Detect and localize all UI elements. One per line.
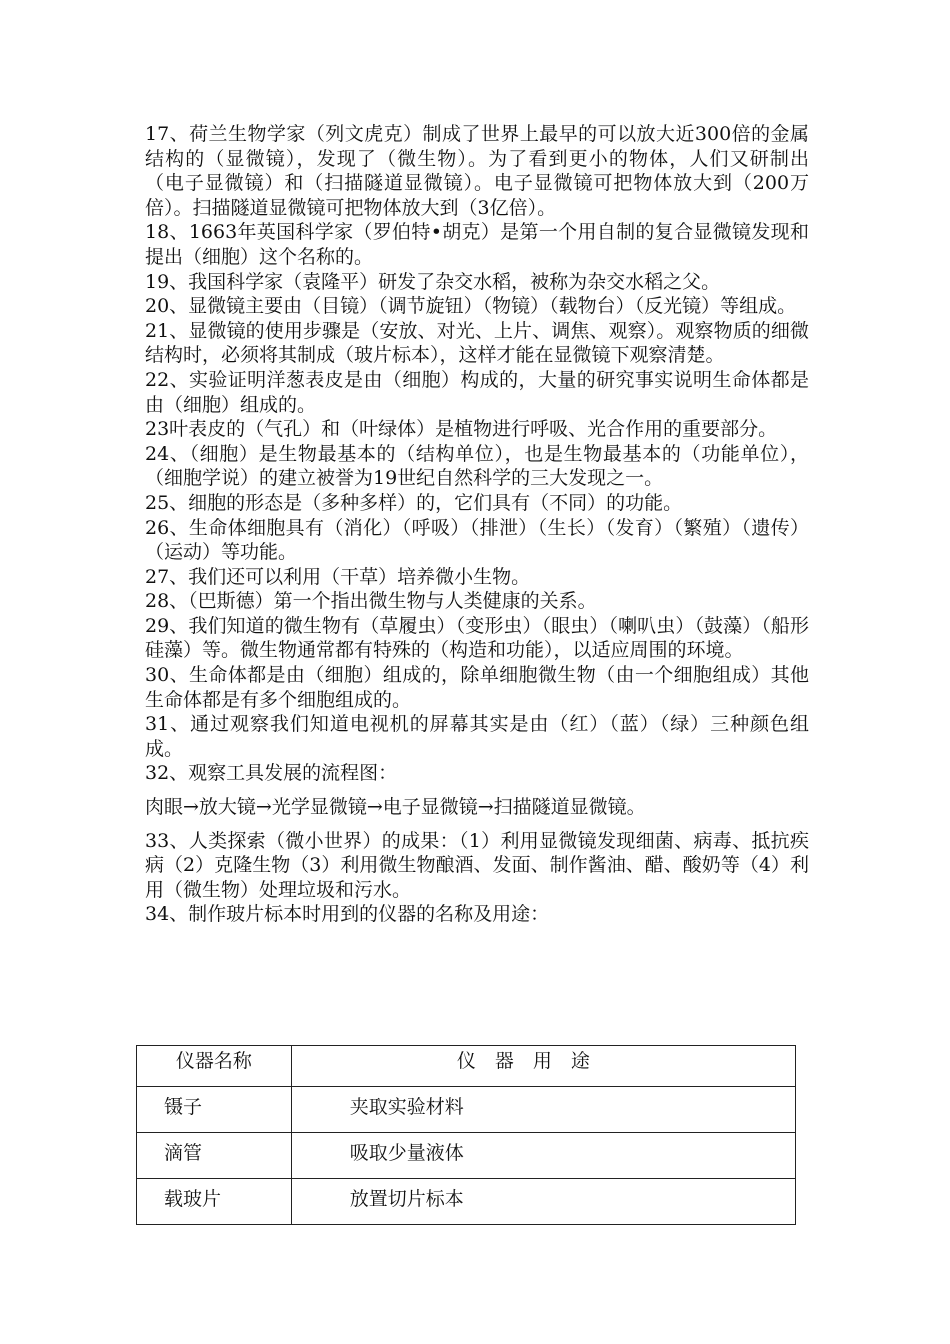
paragraph-19: 19、我国科学家（袁隆平）研发了杂交水稻，被称为杂交水稻之父。 xyxy=(145,270,721,293)
paragraph-34: 34、制作玻片标本时用到的仪器的名称及用途： xyxy=(145,903,550,926)
paragraph-23: 23叶表皮的（气孔）和（叶绿体）是植物进行呼吸、光合作用的重要部分。 xyxy=(145,418,778,441)
table-header-row xyxy=(137,1046,796,1087)
table-row xyxy=(137,1087,796,1133)
instrument-table xyxy=(136,1045,796,1225)
paragraph-21: 21、显微镜的使用步骤是（安放、对光、上片、调焦、观察）。观察物质的细微结构时，必须将其制成（玻片标本），这样才能在显微镜下观察清楚。 xyxy=(145,319,809,367)
table-row xyxy=(137,1179,796,1225)
paragraph-26: 26、生命体细胞具有（消化）（呼吸）（排泄）（生长）（发育）（繁殖）（遗传）（运动）等功能。 xyxy=(145,516,809,564)
instrument-use-cell: 放置切片标本 xyxy=(291,1179,795,1225)
paragraph-24: 24、（细胞）是生物最基本的（结构单位），也是生物最基本的（功能单位），（细胞学说）的建立被誉为19世纪自然科学的三大发现之一。 xyxy=(145,442,809,490)
paragraph-30: 30、生命体都是由（细胞）组成的，除单细胞微生物（由一个细胞组成）其他生命体都是有多个细胞组成的。 xyxy=(145,664,809,711)
paragraph-28: 28、（巴斯德）第一个指出微生物与人类健康的关系。 xyxy=(145,590,597,613)
paragraph-20: 20、显微镜主要由（目镜）（调节旋钮）（物镜）（载物台）（反光镜）等组成。 xyxy=(145,295,797,318)
instrument-use-cell: 吸取少量液体 xyxy=(291,1133,795,1179)
instrument-name-cell: 滴管 xyxy=(137,1133,292,1179)
header-instrument-name: 仪器名称 xyxy=(137,1046,292,1087)
paragraph-25: 25、细胞的形态是（多种多样）的，它们具有（不同）的功能。 xyxy=(145,491,683,514)
paragraph-32: 32、观察工具发展的流程图： xyxy=(145,762,398,785)
flow-chart-text: 肉眼→放大镜→光学显微镜→电子显微镜→扫描隧道显微镜。 xyxy=(145,796,646,819)
instrument-use-cell: 夹取实验材料 xyxy=(291,1087,795,1133)
instrument-name-cell: 载玻片 xyxy=(137,1179,292,1225)
paragraph-17: 17、荷兰生物学家（列文虎克）制成了世界上最早的可以放大近300倍的金属结构的（显微镜），发现了（微生物）。为了看到更小的物体，人们又研制出（电子显微镜）和（扫描隧道显微镜）。电子显微镜可把物体放大到（200万倍）。扫描隧道显微镜可把物体放大到（3亿倍）。 xyxy=(145,123,809,219)
paragraph-33: 33、人类探索（微小世界）的成果：（1）利用显微镜发现细菌、病毒、抵抗疾病（2）克隆生物（3）利用微生物酿酒、发面、制作酱油、醋、酸奶等（4）利用（微生物）处理垃圾和污水。 xyxy=(145,829,809,901)
instrument-name-cell: 镊子 xyxy=(137,1087,292,1133)
paragraph-22: 22、实验证明洋葱表皮是由（细胞）构成的，大量的研究事实说明生命体都是由（细胞）组成的。 xyxy=(145,368,809,416)
paragraph-18: 18、1663年英国科学家（罗伯特•胡克）是第一个用自制的复合显微镜发现和提出（细胞）这个名称的。 xyxy=(145,221,809,268)
paragraph-29: 29、我们知道的微生物有（草履虫）（变形虫）（眼虫）（喇叭虫）（鼓藻）（船形硅藻）等。微生物通常都有特殊的（构造和功能），以适应周围的环境。 xyxy=(145,614,809,662)
paragraph-31: 31、通过观察我们知道电视机的屏幕其实是由（红）（蓝）（绿）三种颜色组成。 xyxy=(145,713,809,760)
table-row xyxy=(137,1133,796,1179)
paragraph-27: 27、我们还可以利用（干草）培养微小生物。 xyxy=(145,565,531,588)
document-body xyxy=(145,122,809,927)
header-instrument-use: 仪 器 用 途 xyxy=(291,1046,795,1087)
